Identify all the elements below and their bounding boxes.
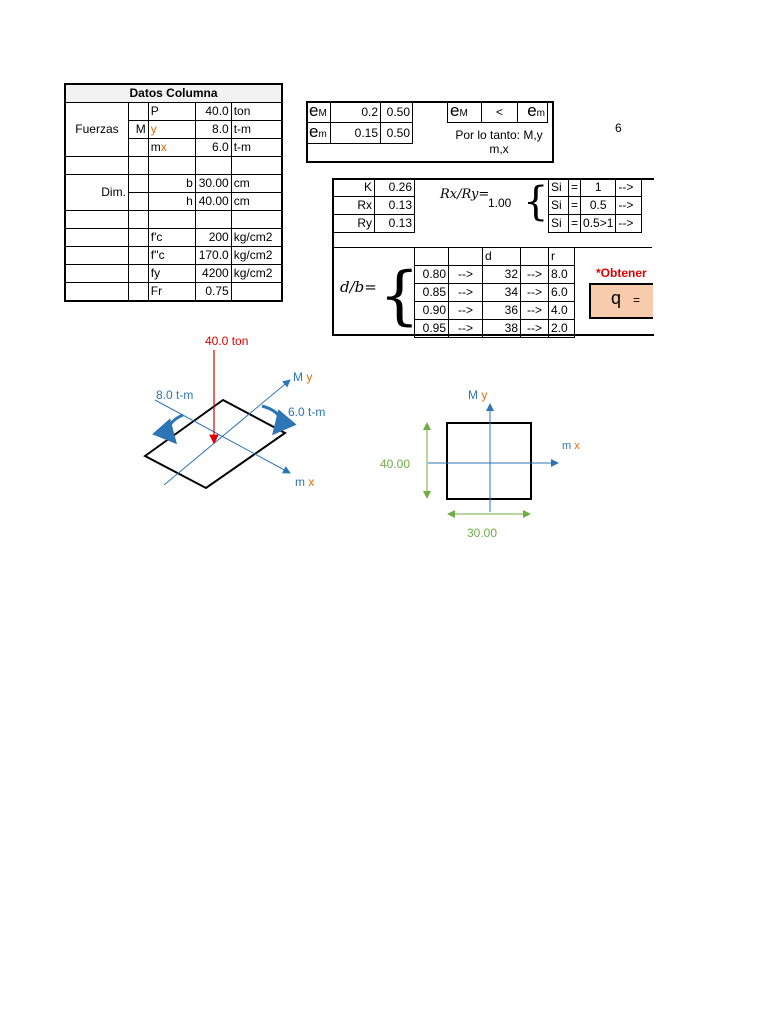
fc-symbol: f'c xyxy=(148,229,195,247)
eccentricity-table xyxy=(306,101,413,144)
my-value: 8.0 xyxy=(195,121,231,139)
mx-unit: t-m xyxy=(231,139,282,157)
fy-value: 4200 xyxy=(195,265,231,283)
cmp-left: eM xyxy=(448,102,482,123)
ry-value: 0.13 xyxy=(375,215,415,233)
db-row: 0.80 --> 32 --> 8.0 xyxy=(415,266,575,284)
h-symbol: h xyxy=(148,193,195,211)
plan-diagram xyxy=(415,400,565,525)
fc-unit: kg/cm2 xyxy=(231,229,282,247)
h-unit: cm xyxy=(231,193,282,211)
b-value: 30.00 xyxy=(195,175,231,193)
datos-columna-table xyxy=(64,83,283,302)
db-row: 0.85 --> 34 --> 6.0 xyxy=(415,284,575,302)
k-label: K xyxy=(333,179,375,197)
fcc-symbol: f''c xyxy=(148,247,195,265)
em-symbol: em xyxy=(307,123,331,144)
mx-moment-label: 6.0 t-m xyxy=(288,405,326,419)
case-row: Si = 1 --> xyxy=(549,179,642,197)
section-rectangle xyxy=(447,423,531,499)
column-section-shape xyxy=(145,400,285,488)
db-table xyxy=(414,247,575,338)
iso-my-axis-label: M y xyxy=(293,370,313,384)
mx-axis-line xyxy=(155,400,290,473)
p-value: 40.0 xyxy=(195,103,231,121)
cmp-operator: < xyxy=(482,102,518,123)
b-unit: cm xyxy=(231,175,282,193)
h-value: 40.00 xyxy=(195,193,231,211)
obtener-label: *Obtener xyxy=(596,266,647,280)
fr-value: 0.75 xyxy=(195,283,231,302)
eM-value: 0.2 xyxy=(331,102,381,123)
rx-label: Rx xyxy=(333,197,375,215)
eM-ratio: 0.50 xyxy=(381,102,413,123)
mx-moment-arc xyxy=(262,406,280,433)
cases-brace: { xyxy=(523,179,549,225)
my-moment-label: 8.0 t-m xyxy=(156,388,194,402)
rx-ry-value: 1.00 xyxy=(488,196,512,210)
iso-mx-axis-label: m x xyxy=(295,475,315,489)
em-value: 0.15 xyxy=(331,123,381,144)
height-dimension: 40.00 xyxy=(380,457,411,471)
case-row: Si = 0.5>1 --> xyxy=(549,215,642,233)
db-row: 0.95 --> 38 --> 2.0 xyxy=(415,320,575,338)
col-r-header: r xyxy=(549,248,575,266)
db-brace: { xyxy=(379,259,420,333)
fcc-value: 170.0 xyxy=(195,247,231,265)
mx-symbol: mx xyxy=(148,139,195,157)
eM-symbol: eM xyxy=(307,102,331,123)
my-subscript: y xyxy=(148,121,195,139)
k-table xyxy=(332,178,415,233)
p-symbol: P xyxy=(148,103,195,121)
case-row: Si = 0.5 --> xyxy=(549,197,642,215)
plan-mx-axis-label: m x xyxy=(562,440,580,452)
conclusion-text: Por lo tanto: M,y m,x xyxy=(455,128,543,156)
rx-ry-formula: Rx/Ry= xyxy=(440,187,490,202)
datos-title: Datos Columna xyxy=(65,84,282,103)
my-symbol: M xyxy=(128,121,148,139)
db-row: 0.90 --> 36 --> 4.0 xyxy=(415,302,575,320)
q-label: q xyxy=(611,288,622,308)
dim-label: Dim. xyxy=(65,175,128,211)
fr-symbol: Fr xyxy=(148,283,195,302)
fcc-unit: kg/cm2 xyxy=(231,247,282,265)
mx-value: 6.0 xyxy=(195,139,231,157)
my-moment-arc xyxy=(169,415,183,442)
em-ratio: 0.50 xyxy=(381,123,413,144)
col-d-header: d xyxy=(483,248,521,266)
fc-value: 200 xyxy=(195,229,231,247)
b-symbol: b xyxy=(148,175,195,193)
p-unit: ton xyxy=(231,103,282,121)
fy-symbol: fy xyxy=(148,265,195,283)
fy-unit: kg/cm2 xyxy=(231,265,282,283)
ry-label: Ry xyxy=(333,215,375,233)
load-label: 40.0 ton xyxy=(205,334,249,348)
cases-table xyxy=(548,178,642,233)
comparison-table xyxy=(447,101,548,123)
fr-unit xyxy=(231,283,282,302)
q-box xyxy=(589,283,653,319)
q-equals: = xyxy=(633,293,641,307)
plan-my-axis-label: M y xyxy=(468,388,488,402)
width-dimension: 30.00 xyxy=(467,526,498,540)
side-number: 6 xyxy=(615,121,622,135)
d-b-formula: d/b= xyxy=(340,278,377,296)
fuerzas-label: Fuerzas xyxy=(65,103,128,157)
cmp-right: em xyxy=(518,102,548,123)
rx-value: 0.13 xyxy=(375,197,415,215)
k-value: 0.26 xyxy=(375,179,415,197)
my-unit: t-m xyxy=(231,121,282,139)
